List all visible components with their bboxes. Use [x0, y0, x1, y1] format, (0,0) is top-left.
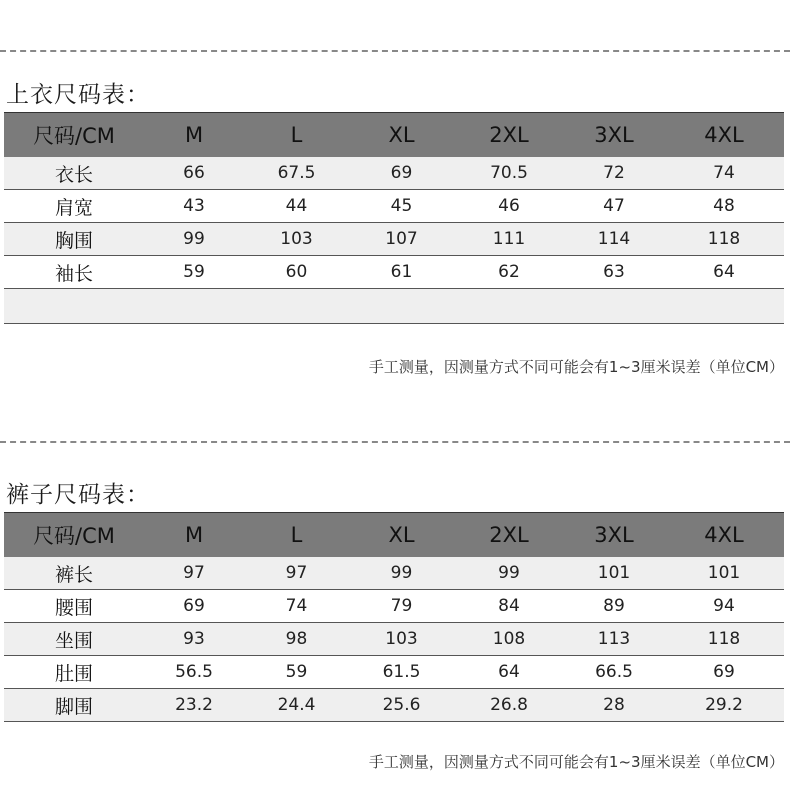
table-cell: 64: [664, 256, 784, 289]
table-cell: 118: [664, 223, 784, 256]
table-cell: 94: [664, 590, 784, 623]
table-cell: 59: [244, 656, 349, 689]
table-row: [4, 689, 784, 722]
row-label: 肚围: [4, 656, 144, 689]
table-cell: 103: [244, 223, 349, 256]
table-row: [4, 590, 784, 623]
table-cell: 74: [664, 157, 784, 190]
row-label: 胸围: [4, 223, 144, 256]
header-cell: M: [144, 513, 244, 558]
bottom-measurement-note: 手工测量，因测量方式不同可能会有1~3厘米误差（单位CM）: [368, 753, 784, 771]
header-cell: 2XL: [454, 513, 564, 558]
table-cell: 46: [454, 190, 564, 223]
table-cell: 97: [244, 557, 349, 590]
table-cell: 48: [664, 190, 784, 223]
table-row: [4, 190, 784, 223]
table-cell: 72: [564, 157, 664, 190]
table-row: [4, 223, 784, 256]
table-cell: 26.8: [454, 689, 564, 722]
table-cell-empty: [564, 289, 664, 324]
table-cell-empty: [454, 289, 564, 324]
table-cell: 67.5: [244, 157, 349, 190]
table-cell: 61.5: [349, 656, 454, 689]
table-row: [4, 656, 784, 689]
table-cell: 56.5: [144, 656, 244, 689]
top-section-title: 上衣尺码表：: [6, 82, 150, 108]
table-cell: 69: [144, 590, 244, 623]
header-cell: L: [244, 513, 349, 558]
table-cell: 62: [454, 256, 564, 289]
row-label: 腰围: [4, 590, 144, 623]
header-cell: L: [244, 113, 349, 158]
table-cell: 69: [664, 656, 784, 689]
table-cell: 108: [454, 623, 564, 656]
table-cell-empty: [664, 289, 784, 324]
table-cell: 98: [244, 623, 349, 656]
table-cell: 79: [349, 590, 454, 623]
table-cell: 107: [349, 223, 454, 256]
section-divider-bottom: [0, 441, 790, 443]
row-label: 脚围: [4, 689, 144, 722]
table-cell: 47: [564, 190, 664, 223]
table-cell: 99: [144, 223, 244, 256]
header-cell: 3XL: [564, 513, 664, 558]
table-cell: 23.2: [144, 689, 244, 722]
top-table-header: [4, 113, 784, 158]
row-label: 袖长: [4, 256, 144, 289]
table-cell: 114: [564, 223, 664, 256]
table-cell-empty: [144, 289, 244, 324]
bottom-table-header: [4, 513, 784, 558]
table-cell: 64: [454, 656, 564, 689]
table-cell: 24.4: [244, 689, 349, 722]
table-cell: 43: [144, 190, 244, 223]
table-cell: 99: [454, 557, 564, 590]
table-cell-empty: [244, 289, 349, 324]
header-cell: 4XL: [664, 113, 784, 158]
table-row: [4, 256, 784, 289]
table-cell: 29.2: [664, 689, 784, 722]
table-cell: 66: [144, 157, 244, 190]
header-cell: 尺码/CM: [4, 513, 144, 558]
table-cell: 44: [244, 190, 349, 223]
row-label: 坐围: [4, 623, 144, 656]
table-cell-empty: [4, 289, 144, 324]
table-cell: 113: [564, 623, 664, 656]
table-row-empty: [4, 289, 784, 324]
table-cell-empty: [349, 289, 454, 324]
table-cell: 74: [244, 590, 349, 623]
table-cell: 66.5: [564, 656, 664, 689]
table-cell: 28: [564, 689, 664, 722]
table-cell: 59: [144, 256, 244, 289]
table-cell: 70.5: [454, 157, 564, 190]
header-cell: M: [144, 113, 244, 158]
row-label: 衣长: [4, 157, 144, 190]
table-cell: 99: [349, 557, 454, 590]
header-cell: XL: [349, 513, 454, 558]
table-cell: 60: [244, 256, 349, 289]
table-row: [4, 157, 784, 190]
table-cell: 93: [144, 623, 244, 656]
table-cell: 111: [454, 223, 564, 256]
table-cell: 61: [349, 256, 454, 289]
table-row: [4, 623, 784, 656]
top-measurement-note: 手工测量，因测量方式不同可能会有1~3厘米误差（单位CM）: [368, 358, 784, 376]
table-cell: 84: [454, 590, 564, 623]
table-cell: 101: [564, 557, 664, 590]
top-size-table: [4, 112, 784, 324]
header-cell: 2XL: [454, 113, 564, 158]
bottom-section-title: 裤子尺码表：: [6, 482, 150, 508]
row-label: 裤长: [4, 557, 144, 590]
table-cell: 45: [349, 190, 454, 223]
header-cell: 4XL: [664, 513, 784, 558]
row-label: 肩宽: [4, 190, 144, 223]
table-cell: 103: [349, 623, 454, 656]
bottom-size-table: [4, 512, 784, 722]
table-cell: 97: [144, 557, 244, 590]
header-cell: 尺码/CM: [4, 113, 144, 158]
header-cell: XL: [349, 113, 454, 158]
table-cell: 118: [664, 623, 784, 656]
table-cell: 25.6: [349, 689, 454, 722]
table-row: [4, 557, 784, 590]
table-cell: 101: [664, 557, 784, 590]
table-cell: 89: [564, 590, 664, 623]
table-cell: 69: [349, 157, 454, 190]
header-cell: 3XL: [564, 113, 664, 158]
table-cell: 63: [564, 256, 664, 289]
section-divider-top: [0, 50, 790, 52]
